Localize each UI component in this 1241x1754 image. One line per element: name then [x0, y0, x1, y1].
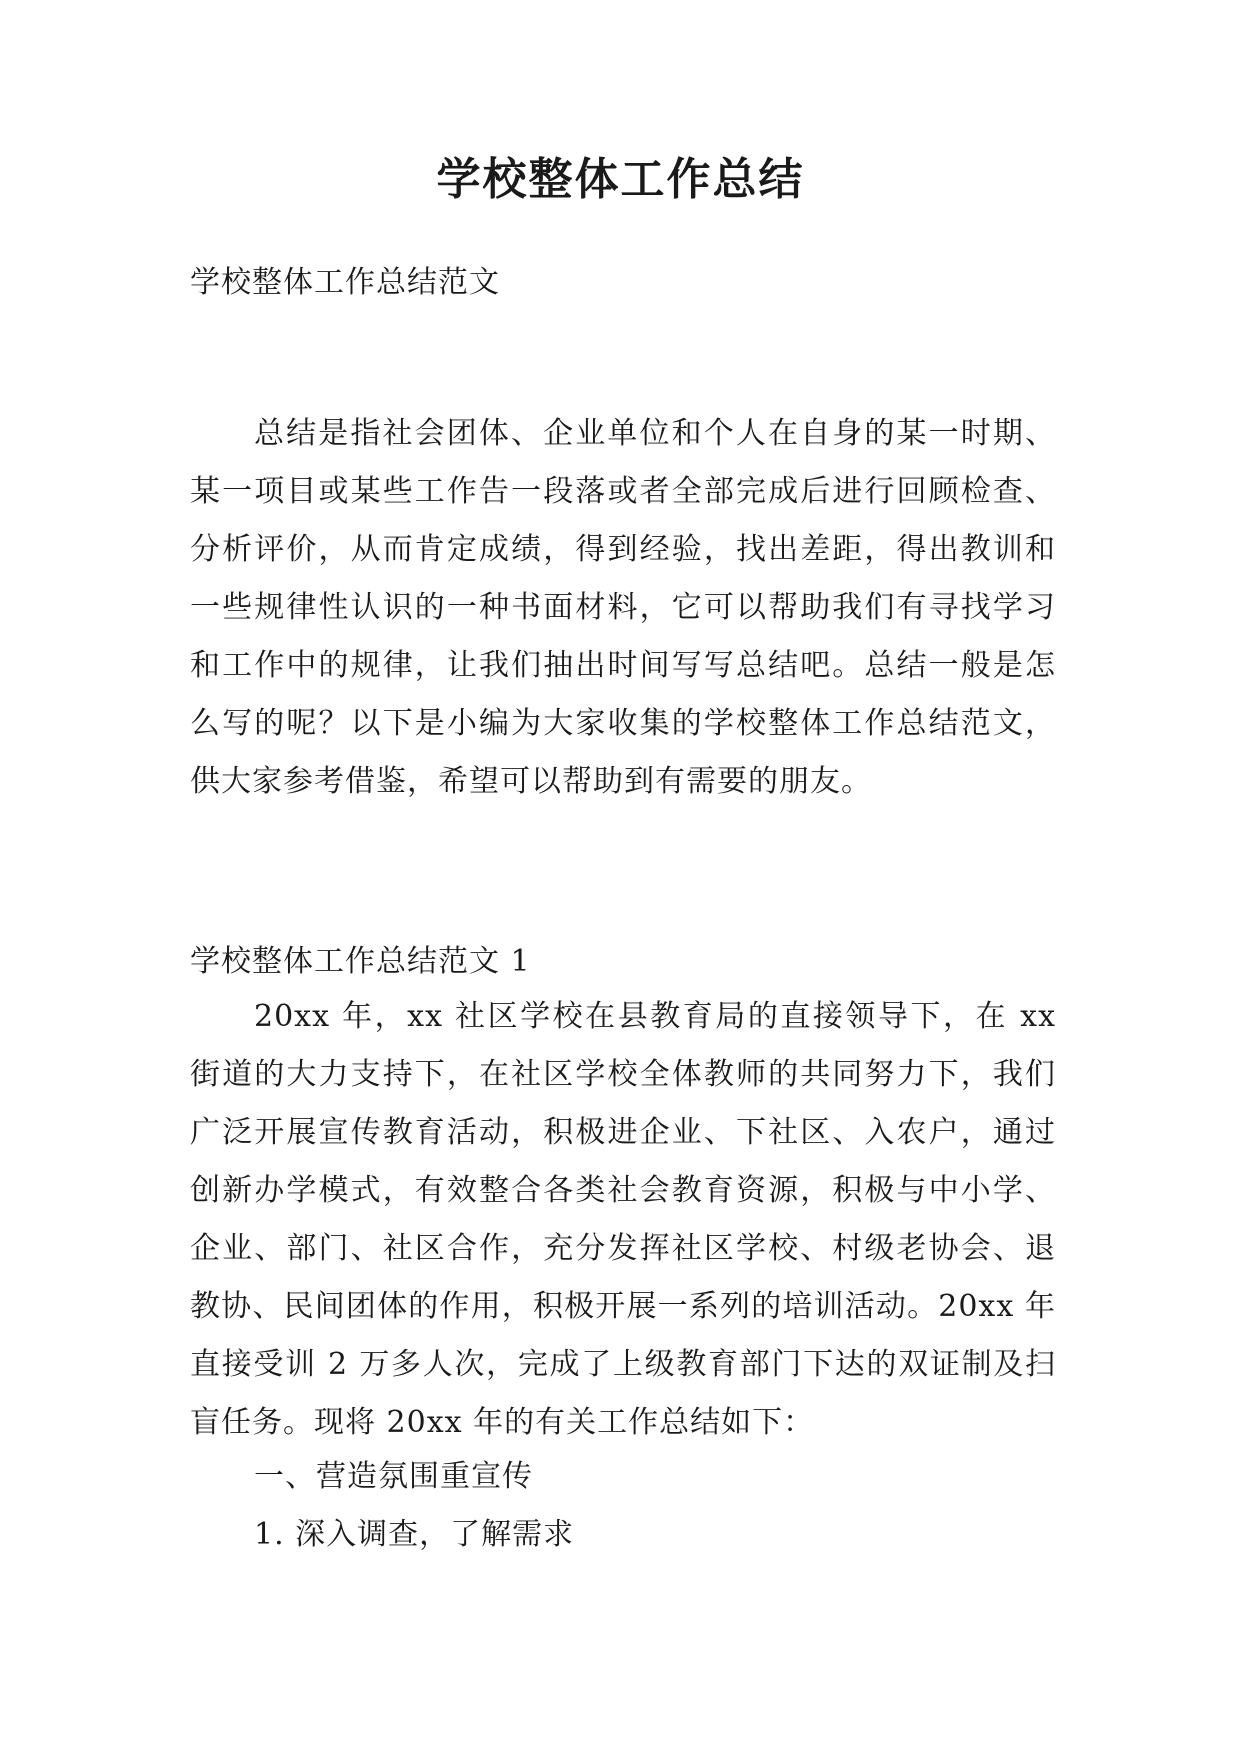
- document-subtitle: 学校整体工作总结范文: [190, 265, 500, 300]
- item-subheading: 1. 深入调查，了解需求: [254, 1517, 575, 1552]
- document-title: 学校整体工作总结: [436, 154, 805, 205]
- section-paragraph: 20xx 年，xx 社区学校在县教育局的直接领导下，在 xx 街道的大力支持下，在社区学校全体教师的共同努力下，我们广泛开展宣传教育活动，积极进企业、下社区、入农户，通过创新办学模式，有效整合各类社会教育资源，积极与中小学、企业、部门、社区合作，充分发挥社区学校、村级老协会、退教协、民间团体的作用，积极开展一系列的培训活动。20xx 年直接受训 2 万多人次，完成了上级教育部门下达的双证制及扫盲任务。现将 20xx 年的有关工作总结如下：: [190, 999, 1056, 1440]
- intro-paragraph: 总结是指社会团体、企业单位和个人在自身的某一时期、某一项目或某些工作告一段落或者全部完成后进行回顾检查、分析评价，从而肯定成绩，得到经验，找出差距，得出教训和一些规律性认识的一种书面材料，它可以帮助我们有寻找学习和工作中的规律，让我们抽出时间写写总结吧。总结一般是怎么写的呢？以下是小编为大家收集的学校整体工作总结范文，供大家参考借鉴，希望可以帮助到有需要的朋友。: [190, 416, 1056, 799]
- section-heading: 学校整体工作总结范文 1: [190, 944, 531, 979]
- item-heading: 一、营造氛围重宣传: [254, 1459, 533, 1494]
